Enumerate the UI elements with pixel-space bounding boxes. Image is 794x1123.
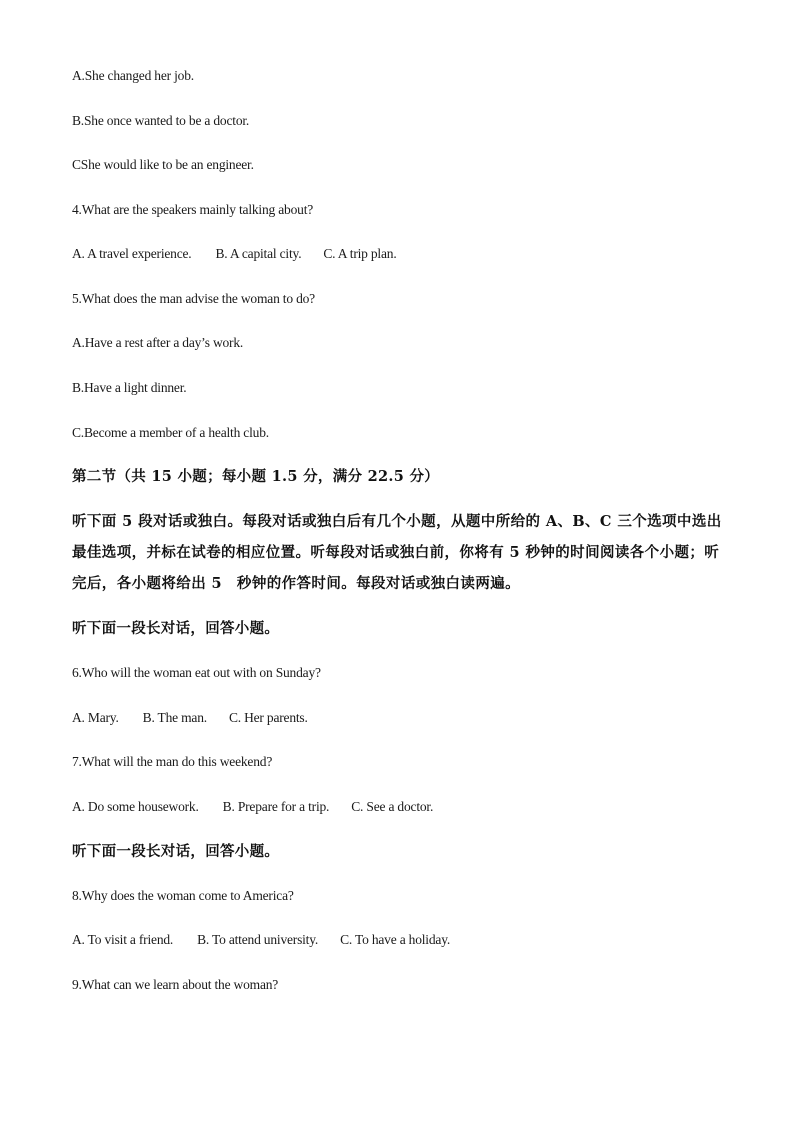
- q7-question: 7.What will the man do this weekend?: [72, 754, 273, 769]
- q8-option-a: A. To visit a friend.: [72, 932, 174, 947]
- q7-option-c: C. See a doctor.: [351, 799, 434, 814]
- q8-question: 8.Why does the woman come to America?: [72, 888, 294, 903]
- section-title: 第二节（共 15 小题；每小题 1.5 分，满分 22.5 分）: [72, 468, 440, 485]
- q9-question: 9.What can we learn about the woman?: [72, 977, 279, 992]
- q8-option-c: C. To have a holiday.: [340, 932, 451, 947]
- q6-option-c: C. Her parents.: [228, 710, 308, 725]
- q8-option-b: B. To attend university.: [197, 932, 319, 947]
- q5-option-c: C.Become a member of a health club.: [72, 425, 269, 440]
- q3-option-b: B.She once wanted to be a doctor.: [72, 113, 250, 128]
- q5-question: 5.What does the man advise the woman to do?: [72, 291, 315, 306]
- dialogue-intro: 听下面一段长对话，回答小题。: [72, 620, 280, 637]
- q6-option-a: A. Mary.: [72, 710, 119, 725]
- q6-options: [72, 709, 308, 727]
- q5-option-a: A.Have a rest after a day’s work.: [72, 335, 244, 350]
- q7-option-b: B. Prepare for a trip.: [222, 799, 330, 814]
- q7-options: [72, 798, 433, 816]
- section-instructions: 听下面 5 段对话或独白。每段对话或独白后有几个小题，从题中所给的 A、B、C 三个选项中选出最佳选项，并标在试卷的相应位置。听每段对话或独白前，你将有 5 秒钟的时间阅读各个小题；听完后，各小题将给出 5 秒钟的作答时间。每段对话或独白读两遍。: [72, 513, 722, 592]
- q4-question: 4.What are the speakers mainly talking about?: [72, 202, 314, 217]
- q6-question: 6.Who will the woman eat out with on Sunday?: [72, 665, 321, 680]
- q4-option-a: A. A travel experience.: [72, 246, 192, 261]
- q4-option-c: C. A trip plan.: [323, 246, 397, 261]
- q3-option-a: A.She changed her job.: [72, 68, 194, 83]
- q4-options: [72, 245, 397, 263]
- q4-option-b: B. A capital city.: [215, 246, 302, 261]
- q7-option-a: A. Do some housework.: [72, 799, 199, 814]
- q6-option-b: B. The man.: [142, 710, 207, 725]
- dialogue-intro: 听下面一段长对话，回答小题。: [72, 843, 280, 860]
- q8-options: [72, 931, 450, 949]
- q5-option-b: B.Have a light dinner.: [72, 380, 187, 395]
- q3-option-c: CShe would like to be an engineer.: [72, 157, 254, 172]
